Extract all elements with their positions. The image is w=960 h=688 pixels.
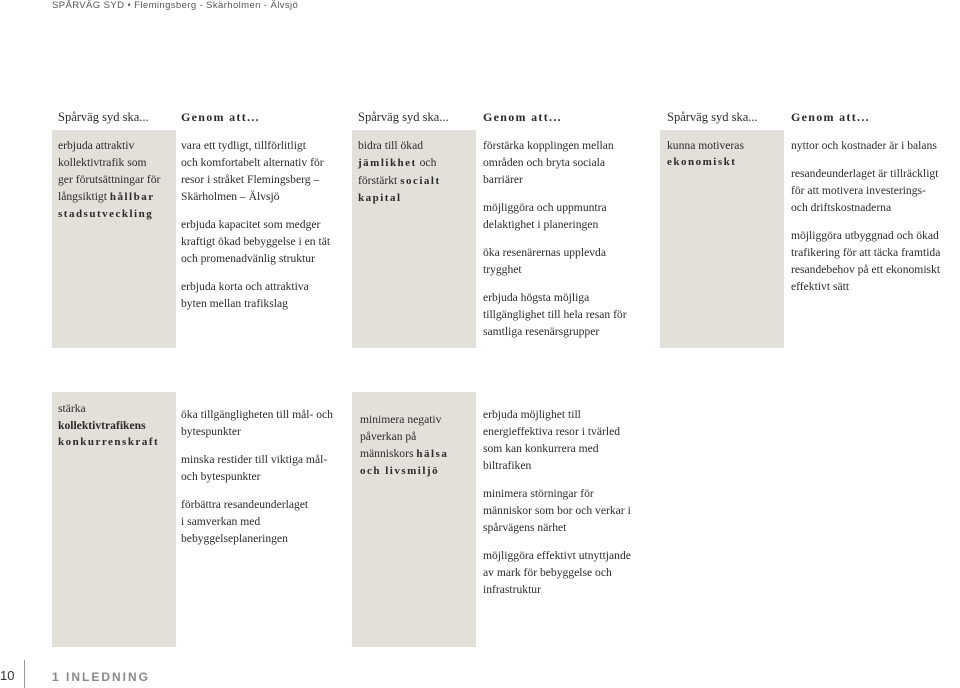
means-item [791, 165, 960, 216]
text-segment: långsiktigt [58, 190, 110, 203]
goal-competitiveness [58, 400, 176, 451]
means-item [181, 496, 351, 547]
text-line: påverkan på [360, 430, 417, 443]
means-item [181, 137, 351, 205]
means-item [483, 137, 655, 188]
text-line: delaktighet i planeringen [483, 218, 599, 231]
col-header-4: Genom att... [483, 110, 562, 124]
text-line: erbjuda kapacitet som medger [181, 218, 321, 231]
text-line: öka tillgängligheten till mål- och [181, 408, 333, 421]
emphasis-livsmiljo: och livsmiljö [360, 465, 440, 477]
bullet: • [127, 0, 132, 11]
text-line: minska restider till viktiga mål- [181, 453, 328, 466]
goal-equality [358, 137, 476, 207]
text-line: bebyggelseplaneringen [181, 532, 288, 545]
text-line: infrastruktur [483, 583, 541, 596]
text-line: vara ett tydligt, tillförlitligt [181, 139, 306, 152]
text-line: trygghet [483, 263, 522, 276]
text-line: resandebehov på ett ekonomiskt [791, 263, 941, 276]
emphasis-halsa: hälsa [416, 448, 449, 460]
text-line: av mark för bebyggelse och [483, 566, 612, 579]
text-line: erbjuda möjlighet till [483, 408, 581, 421]
text-segment: människors [360, 447, 417, 460]
text-line: och komfortabelt alternativ för [181, 156, 324, 169]
text-segment: förstärkt [358, 174, 401, 187]
page-number: 10 [0, 668, 15, 683]
text-line: bidra till ökad [358, 139, 424, 152]
text-line: trafikering för att täcka framtida [791, 246, 941, 259]
text-line: ger förutsättningar för [58, 173, 161, 186]
running-head-left: SPÅRVÄG SYD [52, 0, 125, 11]
goal-health [360, 411, 476, 480]
text-line: erbjuda korta och attraktiva [181, 280, 309, 293]
text-line [358, 172, 476, 190]
text-line: kraftigt ökad bebyggelse i en tät [181, 235, 331, 248]
emphasis-konkurrenskraft: konkurrenskraft [58, 436, 160, 448]
means-list-1 [181, 137, 351, 323]
text-line: resor i stråket Flemingsberg – [181, 173, 320, 186]
emphasis-stadsutveckling: stadsutveckling [58, 208, 154, 220]
text-line: i samverkan med [181, 515, 261, 528]
text-line: minimera störningar för [483, 487, 594, 500]
text-line: för att motivera investerings- [791, 184, 926, 197]
text-line: Skärholmen – Älvsjö [181, 190, 280, 203]
text-line: stärka [58, 402, 86, 415]
text-line: bytespunkter [181, 425, 241, 438]
text-line: och bytespunkter [181, 470, 261, 483]
text-line: människor som bor och verkar i [483, 504, 631, 517]
text-line: och driftskostnaderna [791, 201, 892, 214]
means-item [181, 406, 351, 440]
text-line: erbjuda attraktiv [58, 139, 135, 152]
text-line: biltrafiken [483, 459, 532, 472]
means-item [791, 227, 960, 295]
text-line: förstärka kopplingen mellan [483, 139, 614, 152]
col-header-6: Genom att... [791, 110, 870, 124]
col-header-3: Spårväg syd ska... [358, 110, 449, 124]
means-item [181, 216, 351, 267]
emphasis-jamlikhet: jämlikhet [358, 157, 417, 169]
goal-economic [667, 137, 784, 171]
emphasis-kollektivtrafikens: kollektivtrafikens [58, 419, 146, 432]
text-line: kunna motiveras [667, 139, 744, 152]
text-line: möjliggöra effektivt utnyttjande [483, 549, 631, 562]
text-line: barriärer [483, 173, 523, 186]
text-line: kollektivtrafik som [58, 156, 147, 169]
emphasis-kapital: kapital [358, 192, 402, 204]
text-line [360, 445, 476, 463]
emphasis-ekonomiskt: ekonomiskt [667, 156, 737, 168]
text-line: minimera negativ [360, 413, 442, 426]
text-line: erbjuda högsta möjliga [483, 291, 590, 304]
text-line: förbättra resandeunderlaget [181, 498, 309, 511]
means-list-4 [181, 406, 351, 558]
chapter-title: 1 INLEDNING [52, 670, 151, 684]
running-head [52, 0, 298, 11]
text-line: områden och bryta sociala [483, 156, 606, 169]
text-line: tillgänglighet till hela resan för [483, 308, 627, 321]
emphasis-socialt: socialt [400, 175, 441, 187]
means-item [181, 278, 351, 312]
text-line: samtliga resenärsgrupper [483, 325, 600, 338]
text-line: resandeunderlaget är tillräckligt [791, 167, 939, 180]
text-line: möjliggöra och uppmuntra [483, 201, 607, 214]
means-item [483, 199, 655, 233]
text-line: möjliggöra utbyggnad och ökad [791, 229, 939, 242]
means-item [483, 289, 655, 340]
text-line: effektivt sätt [791, 280, 850, 293]
means-item [483, 485, 655, 536]
means-item [483, 547, 655, 598]
text-line: energieffektiva resor i tvärled [483, 425, 621, 438]
means-item [483, 244, 655, 278]
text-line [358, 154, 476, 172]
means-list-5 [483, 406, 655, 609]
text-segment: och [416, 156, 437, 169]
means-list-2 [483, 137, 655, 351]
means-item [181, 451, 351, 485]
text-line: byten mellan trafikslag [181, 297, 288, 310]
col-header-5: Spårväg syd ska... [667, 110, 758, 124]
running-head-right: Flemingsberg - Skärholmen - Älvsjö [134, 0, 299, 11]
text-line: spårvägens närhet [483, 521, 567, 534]
text-line: nyttor och kostnader är i balans [791, 139, 937, 152]
text-line: och promenadvänlig struktur [181, 252, 315, 265]
goal-attractive-transit [58, 137, 180, 223]
col-header-1: Spårväg syd ska... [58, 110, 149, 124]
means-item [483, 406, 655, 474]
means-list-3 [791, 137, 960, 306]
text-line [58, 188, 180, 206]
means-item [791, 137, 960, 154]
text-line: som kan konkurrera med [483, 442, 599, 455]
footer-divider [24, 660, 25, 688]
emphasis-hallbar: hållbar [109, 191, 155, 203]
col-header-2: Genom att... [181, 110, 260, 124]
text-line: öka resenärernas upplevda [483, 246, 606, 259]
